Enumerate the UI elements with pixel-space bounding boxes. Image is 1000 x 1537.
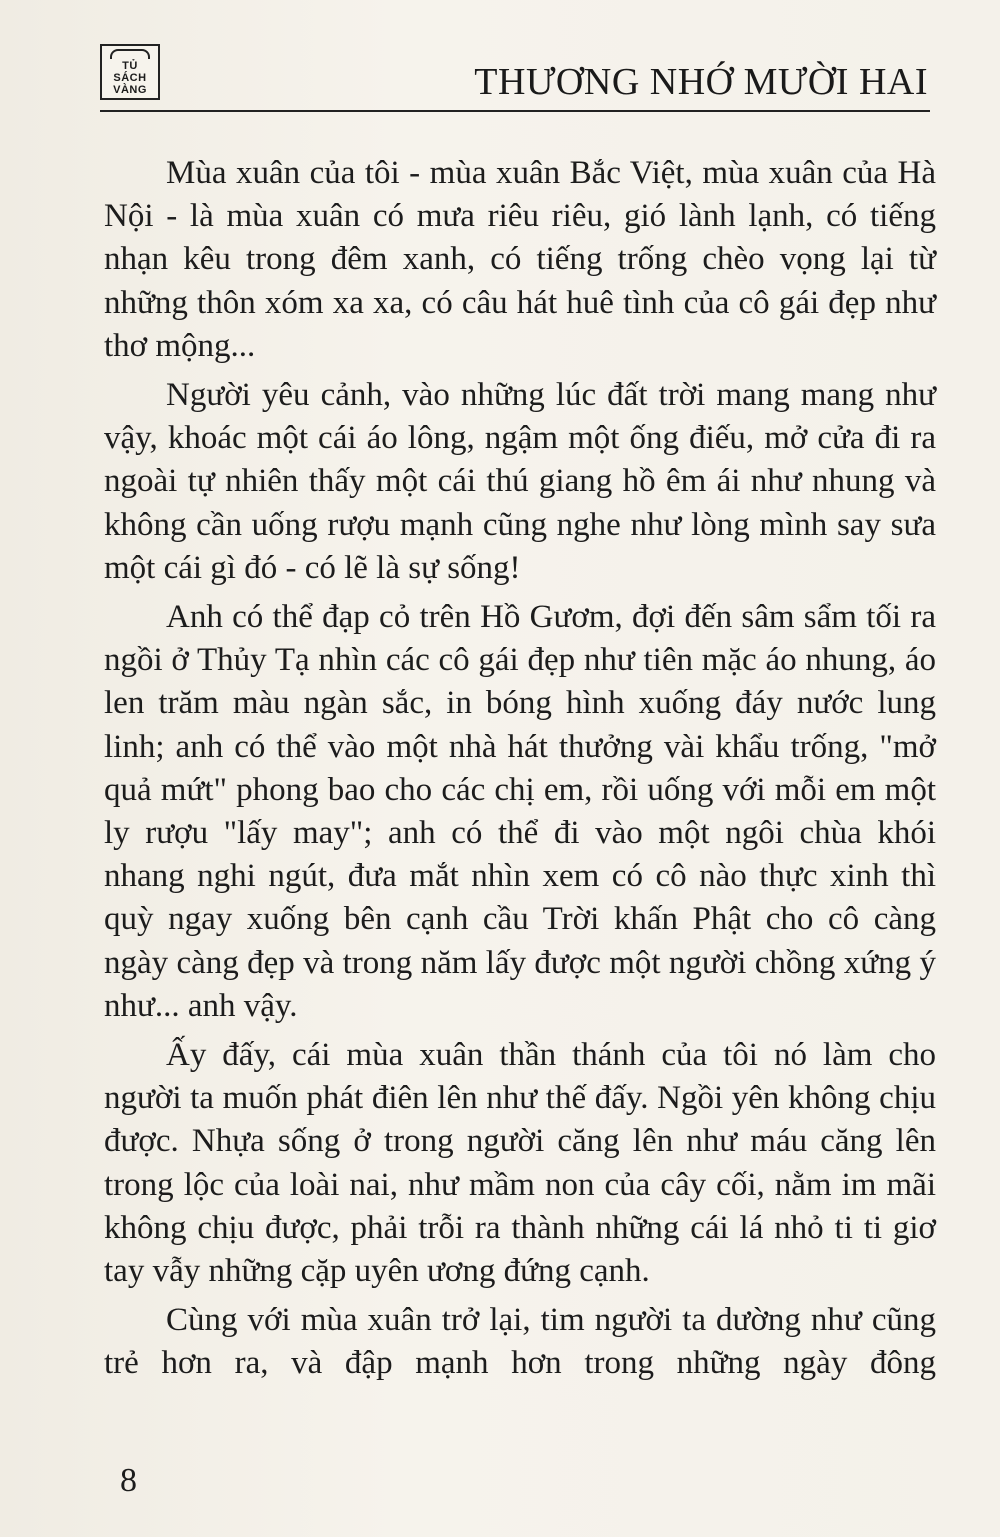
body-text — [104, 152, 936, 1392]
logo-line-1: TỦ — [122, 59, 138, 72]
header-divider — [100, 110, 930, 112]
publisher-logo — [100, 44, 160, 100]
book-icon — [110, 49, 150, 59]
running-header-title: THƯƠNG NHỚ MƯỜI HAI — [474, 61, 928, 103]
paragraph-5: Cùng với mùa xuân trở lại, tim người ta dường như cũng trẻ hơn ra, và đập mạnh hơn trong những ngày đông — [104, 1302, 936, 1382]
page-number: 8 — [120, 1462, 137, 1499]
paragraph-3: Anh có thể đạp cỏ trên Hồ Gươm, đợi đến sâm sẩm tối ra ngồi ở Thủy Tạ nhìn các cô gái đẹp như tiên mặc áo nhung, áo len trăm màu ngàn sắc, in bóng hình xuống đáy nước lung linh; anh có thể vào một nhà hát thưởng vài khẩu trống, "mở quả mứt" phong bao cho các chị em, rồi uống với mỗi em một ly rượu "lấy may"; anh có thể đi vào một ngôi chùa khói nhang nghi ngút, đưa mắt nhìn xem có cô nào thực xinh thì quỳ ngay xuống bên cạnh cầu Trời khấn Phật cho cô càng ngày càng đẹp và trong năm lấy được một người chồng xứng ý như... anh vậy. — [104, 599, 936, 1024]
paragraph-1: Mùa xuân của tôi - mùa xuân Bắc Việt, mùa xuân của Hà Nội - là mùa xuân có mưa riêu riêu, gió lành lạnh, có tiếng nhạn kêu trong đêm xanh, có tiếng trống chèo vọng lại từ những thôn xóm xa xa, có câu hát huê tình của cô gái đẹp như thơ mộng... — [104, 155, 936, 364]
paragraph-2: Người yêu cảnh, vào những lúc đất trời mang mang như vậy, khoác một cái áo lông, ngậm một ống điếu, mở cửa đi ra ngoài tự nhiên thấy một cái thú giang hồ êm ái như nhung và không cần uống rượu mạnh cũng nghe như lòng mình say sưa một cái gì đó - có lẽ là sự sống! — [104, 377, 936, 586]
logo-line-3: VÀNG — [113, 83, 147, 96]
logo-line-2: SÁCH — [113, 71, 147, 84]
paragraph-4: Ấy đấy, cái mùa xuân thần thánh của tôi nó làm cho người ta muốn phát điên lên như thế đấy. Ngồi yên không chịu được. Nhựa sống ở trong người căng lên như máu căng lên trong lộc của loài nai, như mầm non của cây cối, nằm im mãi không chịu được, phải trỗi ra thành những cái lá nhỏ ti ti giơ tay vẫy những cặp uyên ương đứng cạnh. — [104, 1037, 936, 1290]
